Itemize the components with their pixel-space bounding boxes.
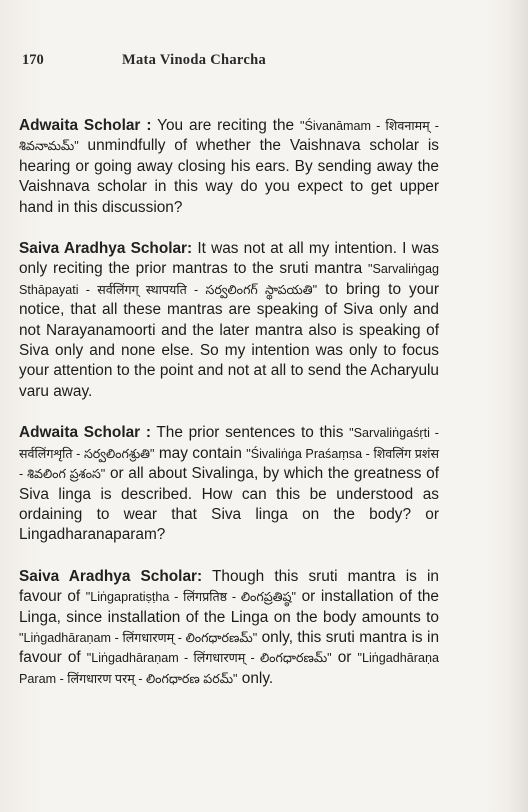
paragraph-1 <box>19 116 439 218</box>
term-quote: "Liṅgadhāraṇa Param - लिंगधारण परम् - లింగధారణ పరమ్" <box>19 651 439 686</box>
paragraph-3 <box>19 423 439 545</box>
page-edge-shadow <box>508 0 528 812</box>
paragraph-text: or <box>331 649 358 667</box>
term-quote: "Liṅgadhāraṇam - लिंगधारणम् - లింగధారణమ్" <box>19 630 258 645</box>
term-quote: "Sarvaliṅgaśṛti - सर्वलिंगशृति - సర్వలింగశ్రుతి" <box>19 426 439 461</box>
speaker-label: Adwaita Scholar : <box>19 117 152 134</box>
paragraph-text: It was not at all my intention. I was only reciting the prior mantras to the sruti mantra <box>19 240 439 278</box>
paragraph-4 <box>19 567 439 689</box>
speaker-label: Adwaita Scholar : <box>19 424 151 442</box>
running-title: Mata Vinoda Charcha <box>122 52 267 68</box>
paragraph-text: only, this sruti mantra is in favour of <box>19 628 440 667</box>
paragraph-text: only. <box>237 669 274 687</box>
paragraph-text: to bring to your notice, that all these mantras are speaking of Siva only and not Narayanamoorti and the later mantra also is speaking of Siva only and none else. So my intention was only to focus your attention to the point and not at all to send the Acharyulu varu away. <box>19 280 439 400</box>
term-quote: "Śivaliṅga Praśaṃsa - शिवलिंग प्रशंस - శివలింగ ప్రశంస" <box>19 446 439 482</box>
paragraph-text: unmindfully of whether the Vaishnava scholar is hearing or going away closing his ears. By sending away the Vaishnava scholar in this way do you expect to get upper hand in this discussion? <box>19 137 439 216</box>
page-number: 170 <box>22 52 44 68</box>
paragraph-text: The prior sentences to this <box>150 424 350 442</box>
paragraph-text: You are reciting the <box>151 117 301 134</box>
paragraph-text: Though this sruti mantra is in favour of <box>19 567 439 606</box>
body-text <box>19 116 439 710</box>
term-quote: "Liṅgadhāraṇam - लिंगधारणम् - లింగధారణమ్" <box>86 651 332 666</box>
paragraph-text: may contain <box>154 444 247 462</box>
term-quote: "Liṅgapratiṣṭha - लिंगप्रतिष्ठ - లింగప్రతిష్ఠ" <box>85 590 297 605</box>
term-quote: "Śivanāmam - शिवनामम् - శివనామమ్" <box>19 119 439 154</box>
paragraph-2 <box>19 239 439 402</box>
speaker-label: Saiva Aradhya Scholar: <box>19 567 203 585</box>
paragraph-text: or all about Sivalinga, by which the greatness of Siva linga is described. How can this be understood as ordaining to wear that Siva linga on the body? or Lingadharanaparam? <box>19 465 439 544</box>
paragraph-text: or installation of the Linga, since installation of the Linga on the body amounts to <box>19 588 439 626</box>
speaker-label: Saiva Aradhya Scholar: <box>19 240 193 258</box>
term-quote: "Sarvaliṅgag Sthāpayati - सर्वलिंगग् स्थापयति - సర్వలింగగ్ స్థాపయతి" <box>19 262 439 297</box>
